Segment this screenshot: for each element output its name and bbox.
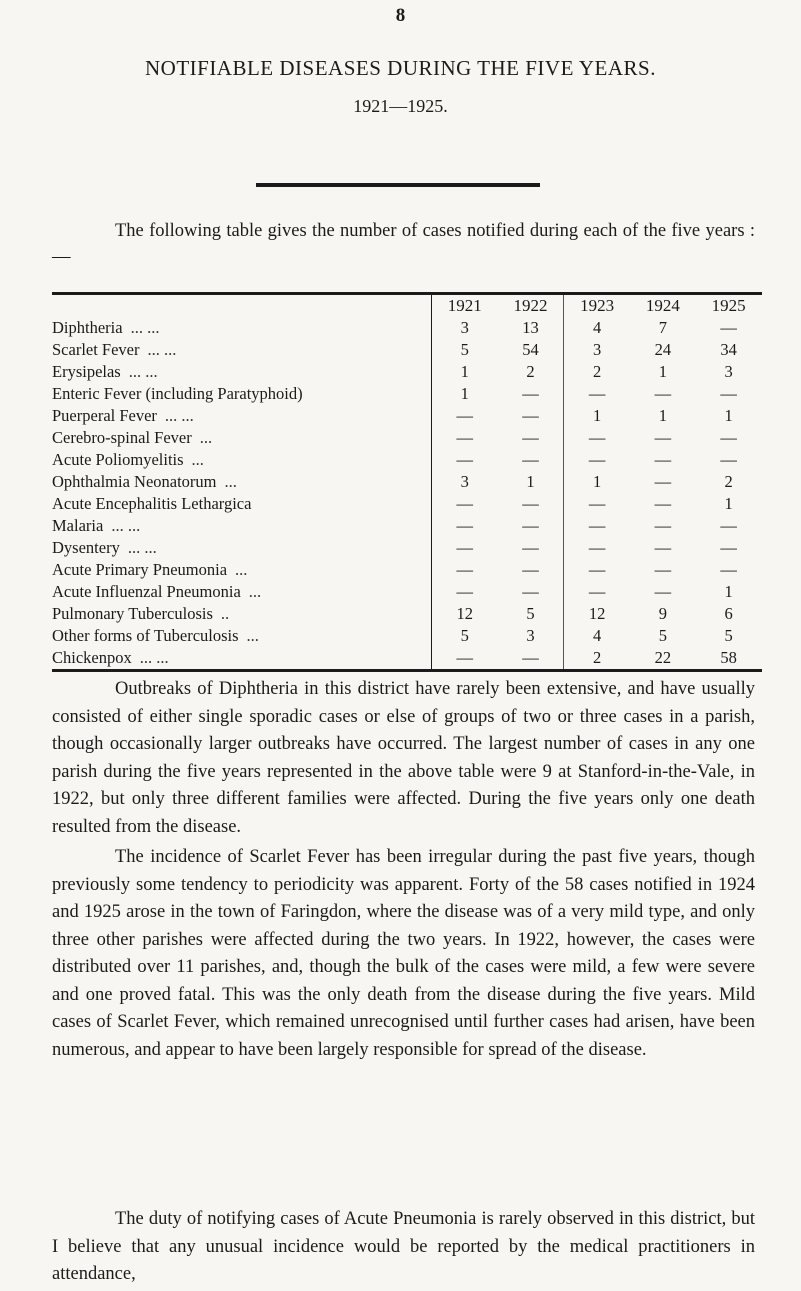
disease-name: Enteric Fever (including Paratyphoid) [52, 384, 303, 403]
table-row [52, 361, 762, 383]
year-header: 1925 [711, 296, 746, 315]
leader-dots: ... [248, 582, 262, 601]
disease-name-cell [52, 339, 431, 361]
case-count-cell: 58 [720, 648, 737, 667]
case-count-cell: — [720, 428, 737, 447]
case-count-cell: 1 [564, 405, 630, 427]
title-divider [256, 183, 540, 187]
leader-dots: ... ... [164, 406, 194, 425]
leader-dots: ... [235, 560, 248, 579]
case-count-cell: 3 [724, 362, 733, 381]
disease-name-cell [52, 427, 431, 449]
disease-name: Diphtheria [52, 318, 123, 337]
case-count-cell: 3 [431, 471, 497, 493]
disease-name: Chickenpox [52, 648, 132, 667]
case-count-cell: — [522, 538, 539, 557]
case-count-cell: 24 [654, 340, 672, 359]
table-row [52, 603, 762, 625]
case-count-cell: 12 [431, 603, 497, 625]
case-count-cell: 2 [564, 647, 630, 669]
disease-name-cell [52, 449, 431, 471]
disease-name: Pulmonary Tuberculosis [52, 604, 213, 623]
case-count-cell: — [431, 559, 497, 581]
leader-dots: ... [191, 450, 204, 469]
table-row [52, 625, 762, 647]
case-count-cell: 34 [720, 340, 737, 359]
disease-name-cell [52, 537, 431, 559]
case-count-cell: 2 [526, 362, 535, 381]
case-count-cell: — [654, 538, 672, 557]
disease-name-cell [52, 625, 431, 647]
disease-name: Puerperal Fever [52, 406, 157, 425]
case-count-cell: — [654, 472, 672, 491]
case-count-cell: — [564, 493, 630, 515]
disease-name: Malaria [52, 516, 104, 535]
case-count-cell: — [431, 647, 497, 669]
disease-name-cell [52, 383, 431, 405]
case-count-cell: 1 [724, 582, 733, 601]
case-count-cell: 2 [564, 361, 630, 383]
table-row [52, 581, 762, 603]
case-count-cell: — [522, 560, 539, 579]
case-count-cell: 1 [431, 383, 497, 405]
case-count-cell: — [522, 582, 539, 601]
case-count-cell: 4 [564, 317, 630, 339]
case-count-cell: — [564, 581, 630, 603]
case-count-cell: — [564, 427, 630, 449]
disease-name-cell [52, 361, 431, 383]
disease-name: Acute Encephalitis Lethargica [52, 494, 252, 513]
case-count-cell: 7 [658, 318, 667, 337]
case-count-cell: 5 [724, 626, 733, 645]
year-header: 1922 [513, 296, 548, 315]
case-count-cell: — [522, 428, 539, 447]
table-row [52, 559, 762, 581]
case-count-cell: — [564, 383, 630, 405]
case-count-cell: — [522, 450, 539, 469]
case-count-cell: — [654, 516, 672, 535]
table-header-row [52, 295, 762, 317]
case-count-cell: 1 [724, 494, 733, 513]
case-count-cell: — [720, 560, 737, 579]
case-count-cell: — [522, 516, 539, 535]
disease-name: Other forms of Tuberculosis [52, 626, 239, 645]
case-count-cell: 4 [564, 625, 630, 647]
disease-name: Scarlet Fever [52, 340, 140, 359]
case-count-cell: 5 [431, 625, 497, 647]
intro-paragraph: The following table gives the number of cases notified during each of the five years :— [52, 221, 755, 267]
case-count-cell: 1 [526, 472, 535, 491]
case-count-cell: — [654, 582, 672, 601]
disease-name: Acute Primary Pneumonia [52, 560, 228, 579]
table-row [52, 383, 762, 405]
page-subtitle: 1921—1925. [353, 96, 448, 116]
case-count-cell: — [522, 384, 539, 403]
case-count-cell: — [431, 493, 497, 515]
table-row [52, 515, 762, 537]
case-count-cell: 3 [564, 339, 630, 361]
case-count-cell: — [564, 559, 630, 581]
leader-dots: ... ... [127, 538, 157, 557]
case-count-cell: 13 [522, 318, 539, 337]
case-count-cell: — [522, 648, 539, 667]
case-count-cell: 5 [431, 339, 497, 361]
case-count-cell: 6 [724, 604, 733, 623]
table-row [52, 427, 762, 449]
case-count-cell: — [522, 494, 539, 513]
disease-name-cell [52, 405, 431, 427]
case-count-cell: 9 [658, 604, 667, 623]
table-row [52, 647, 762, 669]
table-row [52, 339, 762, 361]
table-row [52, 471, 762, 493]
table-row [52, 449, 762, 471]
year-header: 1921 [431, 295, 497, 317]
disease-name-cell [52, 317, 431, 339]
leader-dots: ... ... [128, 362, 158, 381]
case-count-cell: 1 [431, 361, 497, 383]
disease-name-cell [52, 493, 431, 515]
paragraph-diphtheria: Outbreaks of Diphtheria in this district have rarely been extensive, and have usually consisted of either single sporadic cases or else of groups of two or three cases in a parish, though occasionally larger outbreaks have occurred. The largest number of cases in any one parish during the five years represented in the above table were 9 at Stanford-in-the-Vale, in 1922, but only three different families were affected. During the five years only one death resulted from the disease. [52, 679, 755, 837]
table-row [52, 493, 762, 515]
disease-name: Erysipelas [52, 362, 121, 381]
disease-name: Acute Influenzal Pneumonia [52, 582, 241, 601]
case-count-cell: 22 [654, 648, 672, 667]
table-body [52, 317, 762, 669]
table-row [52, 537, 762, 559]
paragraph-pneumonia: The duty of notifying cases of Acute Pneumonia is rarely observed in this district, but I believe that any unusual incidence would be reported by the medical practitioners in attendance, [52, 1209, 755, 1284]
case-count-cell: — [564, 537, 630, 559]
disease-name-cell [52, 603, 431, 625]
case-count-cell: 1 [658, 406, 667, 425]
disease-name-cell [52, 647, 431, 669]
table-row [52, 317, 762, 339]
case-count-cell: — [654, 428, 672, 447]
year-header: 1924 [645, 296, 680, 315]
case-count-cell: — [654, 450, 672, 469]
case-count-cell: — [431, 581, 497, 603]
leader-dots: ... [246, 626, 259, 645]
disease-name-cell [52, 581, 431, 603]
disease-name-cell [52, 559, 431, 581]
disease-name-cell [52, 515, 431, 537]
case-count-cell: — [564, 449, 630, 471]
paragraph-scarlet-fever: The incidence of Scarlet Fever has been irregular during the past five years, though previously some tendency to periodicity was apparent. Forty of the 58 cases notified in 1924 and 1925 arose in the town of Faringdon, where the disease was of a very mild type, and only three other parishes were affected during the two years. In 1922, however, the cases were distributed over 11 parishes, and, though the bulk of the cases were mild, a few were severe and one proved fatal. This was the only death from the disease during the five years. Mild cases of Scarlet Fever, which remained unrecognised until further cases had arisen, have been numerous, and appear to have been largely responsible for spread of the disease. [52, 847, 755, 1060]
case-count-cell: — [720, 538, 737, 557]
notifiable-diseases-table [52, 292, 762, 672]
disease-column-header [52, 295, 431, 317]
leader-dots: ... ... [139, 648, 169, 667]
case-count-cell: — [720, 450, 737, 469]
leader-dots: ... ... [147, 340, 177, 359]
disease-name: Dysentery [52, 538, 120, 557]
leader-dots: ... [224, 472, 237, 491]
case-count-cell: 12 [564, 603, 630, 625]
case-count-cell: — [720, 318, 737, 337]
case-count-cell: — [431, 405, 497, 427]
disease-name: Acute Poliomyelitis [52, 450, 184, 469]
leader-dots: ... [199, 428, 213, 447]
case-count-cell: — [431, 449, 497, 471]
table-bottom-rule [52, 669, 762, 672]
case-count-cell: — [720, 384, 737, 403]
year-header: 1923 [564, 295, 630, 317]
case-count-cell: — [720, 516, 737, 535]
case-count-cell: — [654, 560, 672, 579]
page-title: NOTIFIABLE DISEASES DURING THE FIVE YEARS. [144, 56, 656, 80]
case-count-cell: — [431, 427, 497, 449]
case-count-cell: 5 [658, 626, 667, 645]
case-count-cell: 2 [724, 472, 733, 491]
case-count-cell: — [522, 406, 539, 425]
case-count-cell: — [654, 384, 672, 403]
case-count-cell: 1 [724, 406, 733, 425]
case-count-cell: — [564, 515, 630, 537]
disease-name-cell [52, 471, 431, 493]
leader-dots: ... ... [130, 318, 160, 337]
case-count-cell: 5 [526, 604, 535, 623]
case-count-cell: 3 [431, 317, 497, 339]
disease-name: Cerebro-spinal Fever [52, 428, 192, 447]
case-count-cell: 54 [522, 340, 539, 359]
disease-name: Ophthalmia Neonatorum [52, 472, 217, 491]
leader-dots: ... ... [111, 516, 141, 535]
page-number: 8 [395, 5, 406, 26]
table-row [52, 405, 762, 427]
leader-dots: .. [220, 604, 230, 623]
case-count-cell: 1 [564, 471, 630, 493]
case-count-cell: 1 [658, 362, 667, 381]
case-count-cell: 3 [526, 626, 535, 645]
case-count-cell: — [431, 515, 497, 537]
case-count-cell: — [431, 537, 497, 559]
case-count-cell: — [654, 494, 672, 513]
